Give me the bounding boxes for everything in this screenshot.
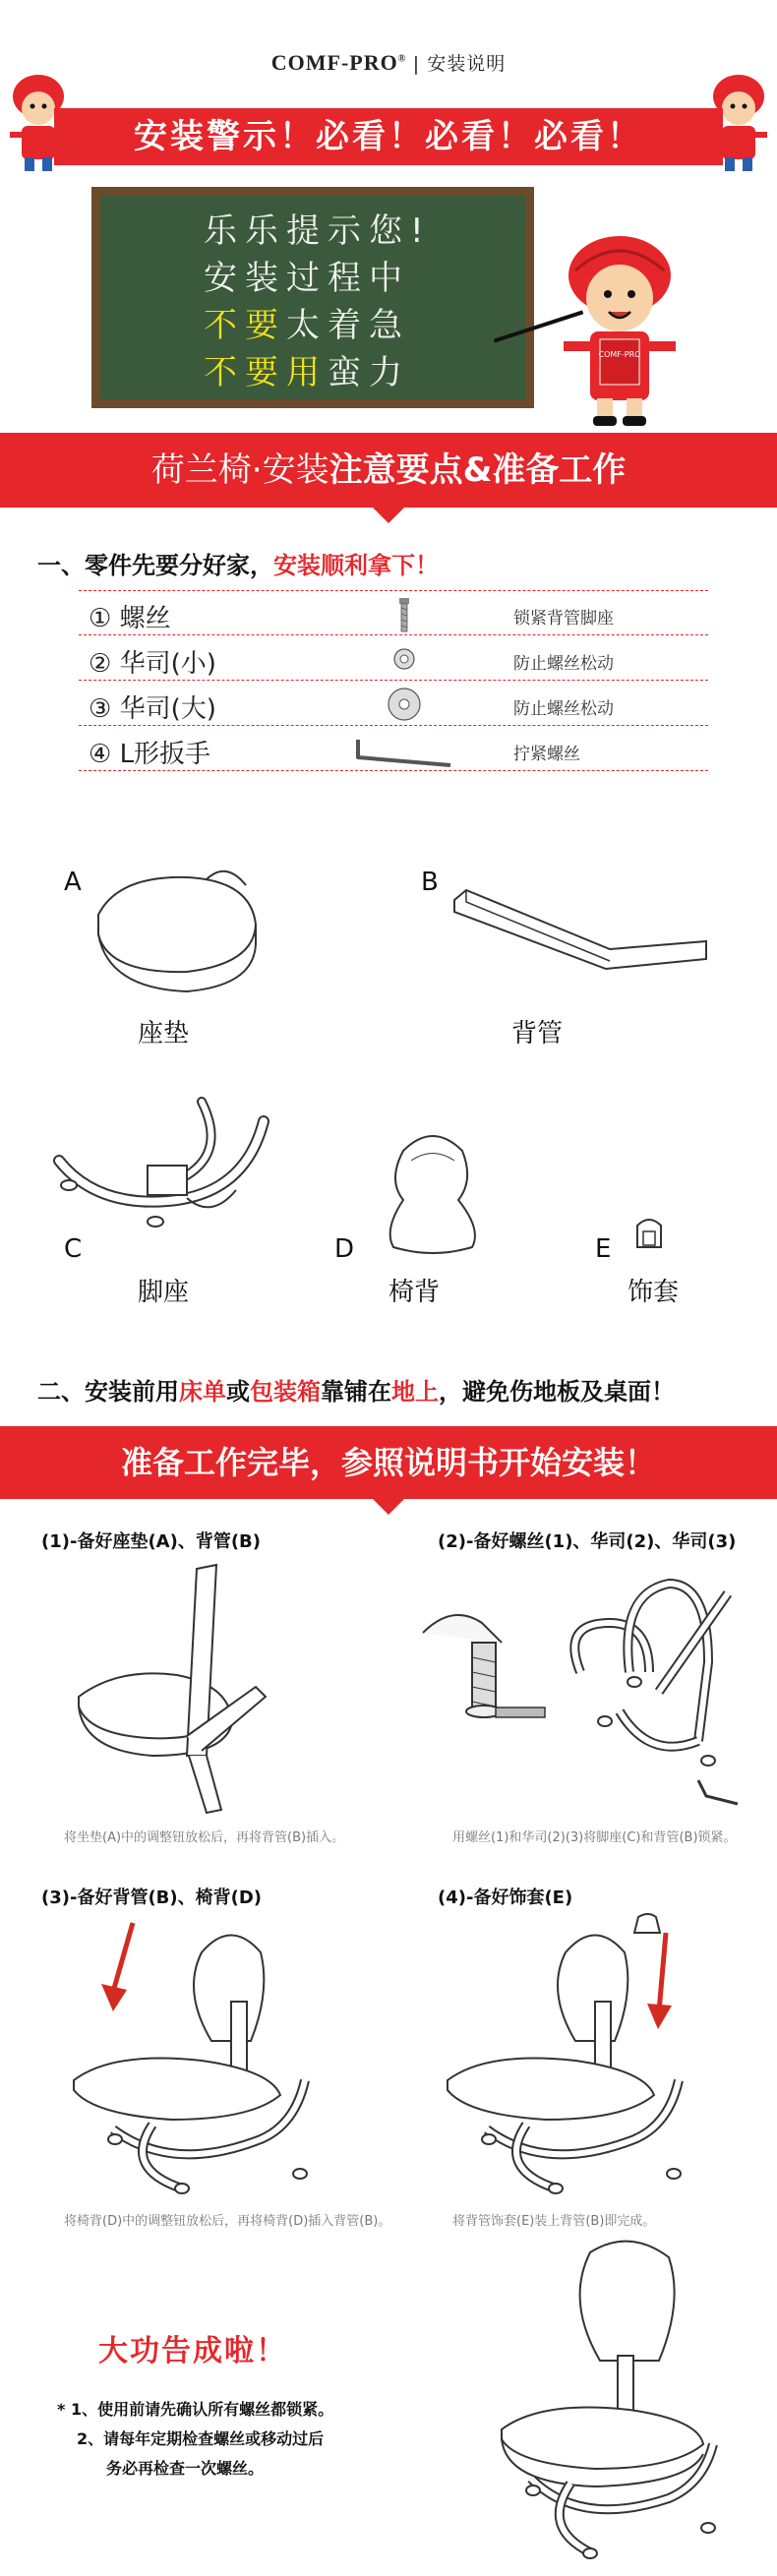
parts-row: [79, 681, 708, 726]
step-4-title: (4)-备好饰套(E): [438, 1887, 573, 1908]
component-letter-e: E: [595, 1234, 612, 1264]
component-name-c: 脚座: [138, 1278, 190, 1307]
finish-tip-2a: 2、请每年定期检查螺丝或移动过后: [77, 2429, 325, 2448]
ready-banner: 准备工作完毕，参照说明书开始安装！: [0, 1426, 777, 1499]
back-tube-icon: [443, 880, 728, 988]
finish-title: 大功告成啦！: [98, 2334, 287, 2368]
brand-header: COMF-PRO® | 安装说明: [270, 50, 507, 75]
screw-icon: [344, 594, 462, 633]
step-3-title: (3)-备好背管(B)、椅背(D): [41, 1887, 263, 1908]
chair-base-icon: [39, 1092, 285, 1234]
board-line-2: 安装过程中: [204, 259, 410, 298]
finish-tip-1: * 1、使用前请先确认所有螺丝都锁紧。: [57, 2400, 334, 2419]
brand-name: COMF-PRO: [270, 50, 398, 75]
hex-key-icon: [344, 730, 462, 769]
finish-tip-2b: 务必再检查一次螺丝。: [106, 2459, 265, 2478]
mascot-teacher-icon: [546, 231, 693, 428]
component-letter-d: D: [334, 1234, 355, 1264]
brand-registered-mark: ®: [397, 53, 407, 65]
step-4-illustration: [438, 1913, 752, 2198]
part-label: ② 华司(小): [89, 649, 216, 679]
step-1-title: (1)-备好座垫(A)、背管(B): [41, 1531, 262, 1552]
finished-chair-illustration: [472, 2233, 728, 2567]
step-1-illustration: [59, 1559, 305, 1815]
ready-arrow-icon: [373, 1499, 404, 1515]
component-name-d: 椅背: [388, 1278, 441, 1307]
large-washer-icon: [344, 685, 462, 724]
parts-row: [79, 726, 708, 771]
hero-prefix: 荷兰椅·安装: [150, 450, 329, 490]
parts-row: [79, 635, 708, 681]
step-2-caption: 用螺丝(1)和华司(2)(3)将脚座(C)和背管(B)锁紧。: [452, 1830, 737, 1845]
component-letter-b: B: [421, 868, 439, 897]
section1-title: 一、零件先要分好家，安装顺利拿下！: [37, 552, 439, 579]
step-2-title: (2)-备好螺丝(1)、华司(2)、华司(3): [438, 1531, 737, 1552]
part-note: 防止螺丝松动: [513, 699, 614, 719]
small-washer-icon: [344, 639, 462, 679]
part-note: 锁紧背管脚座: [513, 609, 614, 629]
mascot-apron-text: COMF-PRO: [598, 350, 641, 359]
part-note: 拧紧螺丝: [513, 745, 580, 764]
tube-cover-icon: [629, 1212, 669, 1251]
chalkboard: [91, 187, 534, 408]
brand-subtitle: 安装说明: [427, 53, 507, 75]
hero-banner: [0, 433, 777, 508]
section2-title: 二、安装前用床单或包装箱靠铺在地上，避免伤地板及桌面！: [37, 1378, 675, 1406]
component-name-e: 饰套: [628, 1278, 680, 1307]
warning-banner: 安装警示！必看！必看！必看！: [54, 108, 723, 165]
parts-row: [79, 590, 708, 635]
component-name-b: 背管: [511, 1019, 564, 1048]
seat-cushion-icon: [79, 856, 275, 1003]
hero-arrow-icon: [373, 508, 404, 523]
part-note: 防止螺丝松动: [513, 654, 614, 674]
component-letter-a: A: [64, 868, 82, 897]
hero-bold: 注意要点&准备工作: [329, 450, 627, 490]
step-2-illustration: [413, 1564, 747, 1810]
step-3-caption: 将椅背(D)中的调整钮放松后，再将椅背(D)插入背管(B)。: [64, 2214, 391, 2229]
step-4-caption: 将背管饰套(E)装上背管(B)即完成。: [452, 2214, 656, 2229]
part-label: ③ 华司(大): [89, 694, 216, 724]
part-label: ① 螺丝: [89, 604, 171, 633]
component-name-a: 座垫: [138, 1019, 190, 1048]
board-line-1: 乐乐提示您!: [204, 211, 432, 251]
board-line-3: 不要太着急: [204, 306, 410, 345]
board-line-4: 不要用蛮力: [204, 353, 410, 392]
part-label: ④ L形扳手: [89, 740, 211, 769]
component-letter-c: C: [64, 1234, 83, 1264]
chair-back-icon: [364, 1121, 502, 1259]
step-3-illustration: [54, 1913, 369, 2198]
step-1-caption: 将坐垫(A)中的调整钮放松后，再将背管(B)插入。: [64, 1830, 345, 1845]
